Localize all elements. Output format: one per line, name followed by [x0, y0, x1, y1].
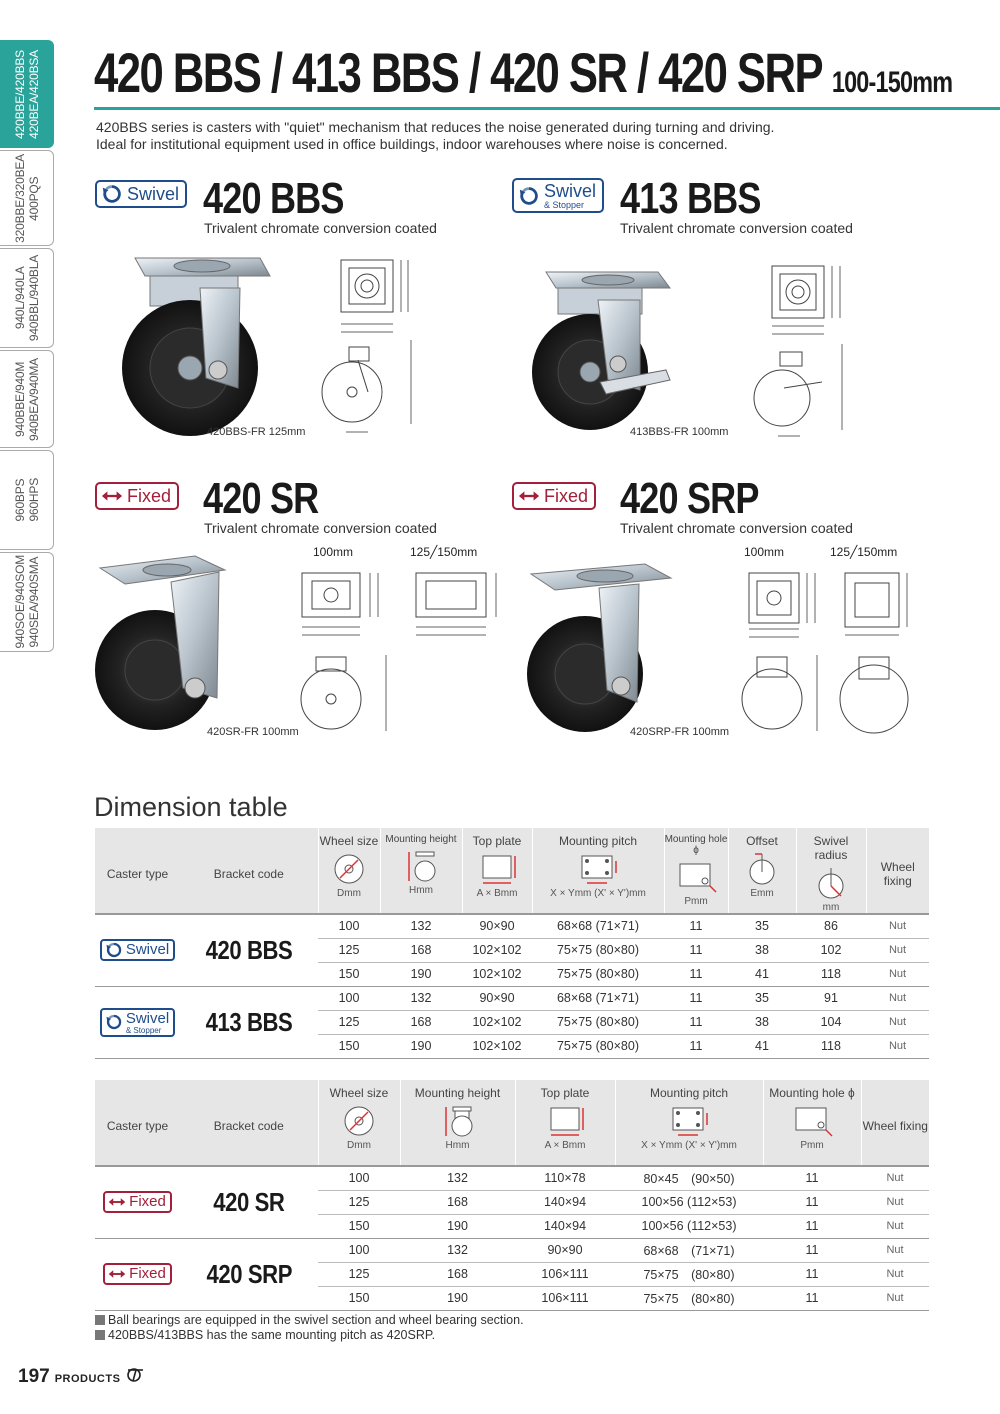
fixed-arrows-icon: [108, 1265, 126, 1283]
col-bracket-code: Bracket code: [180, 828, 318, 914]
table-row: Swivel 420 BBS 100 132 90×90 68×68 (71×71) 11 35 86 Nut: [95, 914, 929, 938]
caption-420srp: 420SRP-FR 100mm: [630, 726, 730, 738]
table-row: 125 168 140×94 100×56 (112×53) 11 Nut: [95, 1190, 929, 1214]
side-tab-4[interactable]: 940BBE/940M 940BEA/940MA: [0, 350, 54, 448]
title-rule: [94, 107, 1000, 110]
col-caster-type: Caster type: [95, 828, 180, 914]
fixed-arrows-icon: [101, 485, 123, 507]
caster-type-cell: [95, 1166, 180, 1238]
mounting-hole-icon: [790, 1104, 834, 1138]
caption-420bbs: 420BBS-FR 125mm: [207, 426, 306, 438]
side-tab-3[interactable]: 940L/940LA 940BBL/940BLA: [0, 248, 54, 348]
wheel-size-icon: [332, 852, 366, 886]
col-top-plate: Top plate A × Bmm: [515, 1080, 615, 1166]
swivel-icon: [105, 1013, 123, 1031]
side-tab-1[interactable]: 420BBE/420BBS 420BEA/420BSA: [0, 40, 54, 148]
col-wheel-fixing: Wheel fixing: [866, 828, 929, 914]
table-row: 150 190 102×102 75×75 (80×80) 11 41 118 Nut: [95, 1034, 929, 1058]
swivel-stopper-badge: Swivel & Stopper: [100, 1008, 175, 1037]
col-wheel-size: Wheel size Dmm: [318, 828, 380, 914]
side-tab-5[interactable]: 960BPS 960HPS: [0, 450, 54, 550]
size-label-125-150-srp: 125╱150mm: [830, 545, 898, 559]
fixed-badge: Fixed: [103, 1263, 172, 1285]
footer-label: PRODUCTS: [54, 1373, 121, 1385]
dimension-table-title: Dimension table: [94, 792, 288, 822]
wheel-size-icon: [342, 1104, 376, 1138]
footnotes: [95, 1313, 524, 1343]
caption-413bbs: 413BBS-FR 100mm: [630, 426, 729, 438]
page-footer: [18, 1366, 145, 1388]
finish-413bbs: Trivalent chromate conversion coated: [620, 220, 853, 236]
table-row: Swivel & Stopper 413 BBS 100 132 90×90 68×68 (71×71) 11 35 91 Nut: [95, 986, 929, 1010]
side-tab-2[interactable]: 320BBE/320BEA 400PQS: [0, 150, 54, 246]
mounting-height-icon: [404, 849, 438, 883]
model-420bbs: 420 BBS: [203, 174, 344, 223]
col-wheel-fixing: Wheel fixing: [861, 1080, 929, 1166]
dimension-table-swivel: [95, 828, 929, 1059]
swivel-icon: [105, 941, 123, 959]
bracket-code-cell: 420 BBS: [180, 914, 318, 986]
col-mounting-hole: Mounting hole ϕ Pmm: [763, 1080, 861, 1166]
fixed-arrows-icon: [518, 485, 540, 507]
col-mounting-height: Mounting height Hmm: [380, 828, 462, 914]
finish-420sr: Trivalent chromate conversion coated: [204, 520, 437, 536]
col-wheel-size: Wheel size Dmm: [318, 1080, 400, 1166]
table-row: Fixed 420 SR 100 132 110×78 80×45 (90×50) 11 Nut: [95, 1166, 929, 1190]
model-420srp: 420 SRP: [620, 474, 759, 523]
bracket-code-cell: 413 BBS: [180, 986, 318, 1058]
col-mounting-pitch: Mounting pitch X × Ymm (X' × Y')mm: [532, 828, 664, 914]
intro-text: 420BBS series is casters with "quiet" mechanism that reduces the noise generated during turning and driving. Ideal for institutional equipment used in office buildings, indoor warehouses where noise is concerned.: [96, 119, 775, 152]
side-tab-6[interactable]: 940SOE/940SOM 940SEA/940SMA: [0, 552, 54, 652]
swivel-radius-icon: [814, 866, 848, 900]
swivel-badge: Swivel: [100, 939, 175, 961]
col-mounting-hole: Mounting hole ϕ Pmm: [664, 828, 728, 914]
top-plate-icon: [475, 852, 519, 886]
bracket-code-cell: 420 SRP: [180, 1238, 318, 1310]
swivel-badge: Swivel: [95, 180, 187, 208]
swivel-icon: [518, 185, 540, 207]
bullet-square-icon: [95, 1315, 105, 1325]
model-413bbs: 413 BBS: [620, 174, 761, 223]
mounting-hole-icon: [674, 860, 718, 894]
col-offset: Offset Emm: [728, 828, 796, 914]
brand-logo-icon: [125, 1366, 145, 1382]
mounting-pitch-icon: [576, 852, 620, 886]
page-title: 420 BBS / 413 BBS / 420 SR / 420 SRP 100-150mm: [94, 41, 953, 104]
col-swivel-radius: Swivel radius mm: [796, 828, 866, 914]
col-top-plate: Top plate A × Bmm: [462, 828, 532, 914]
page-number: 197: [18, 1366, 50, 1387]
col-bracket-code: Bracket code: [180, 1080, 318, 1166]
drawing-413bbs: [744, 258, 854, 443]
col-mounting-pitch: Mounting pitch X × Ymm (X' × Y')mm: [615, 1080, 763, 1166]
col-mounting-height: Mounting height Hmm: [400, 1080, 515, 1166]
finish-420srp: Trivalent chromate conversion coated: [620, 520, 853, 536]
photo-420sr: [95, 548, 235, 738]
bracket-code-cell: 420 SR: [180, 1166, 318, 1238]
table-row: 125 168 102×102 75×75 (80×80) 11 38 102 Nut: [95, 938, 929, 962]
caster-type-cell: [95, 1238, 180, 1310]
table-row: 125 168 106×111 75×75 (80×80) 11 Nut: [95, 1262, 929, 1286]
mounting-pitch-icon: [667, 1104, 711, 1138]
swivel-stopper-badge: Swivel & Stopper: [512, 178, 604, 213]
size-range: 100-150mm: [831, 66, 953, 99]
model-420sr: 420 SR: [203, 474, 319, 523]
finish-420bbs: Trivalent chromate conversion coated: [204, 220, 437, 236]
size-label-100-srp: 100mm: [744, 545, 785, 559]
fixed-badge: Fixed: [103, 1191, 172, 1213]
table-row: 125 168 102×102 75×75 (80×80) 11 38 104 Nut: [95, 1010, 929, 1034]
table-row: 150 190 106×111 75×75 (80×80) 11 Nut: [95, 1286, 929, 1310]
footnote: 420BBS/413BBS has the same mounting pitch as 420SRP.: [95, 1328, 524, 1343]
caster-type-cell: [95, 986, 180, 1058]
caption-420sr: 420SR-FR 100mm: [207, 726, 299, 738]
top-plate-icon: [543, 1104, 587, 1138]
table-row: 150 190 140×94 100×56 (112×53) 11 Nut: [95, 1214, 929, 1238]
fixed-arrows-icon: [108, 1193, 126, 1211]
size-label-125-150-sr: 125╱150mm: [410, 545, 478, 559]
drawing-420bbs: [316, 252, 426, 437]
photo-413bbs: [528, 262, 678, 438]
swivel-icon: [101, 183, 123, 205]
drawing-420srp: [735, 565, 925, 740]
offset-icon: [745, 852, 779, 886]
photo-420srp: [525, 556, 675, 738]
caster-type-cell: [95, 914, 180, 986]
fixed-badge: Fixed: [95, 482, 179, 510]
fixed-badge: Fixed: [512, 482, 596, 510]
footnote: Ball bearings are equipped in the swivel section and wheel bearing section.: [95, 1313, 524, 1328]
table-row: Fixed 420 SRP 100 132 90×90 68×68 (71×71) 11 Nut: [95, 1238, 929, 1262]
mounting-height-icon: [441, 1104, 475, 1138]
dimension-table-fixed: [95, 1080, 929, 1311]
table-row: 150 190 102×102 75×75 (80×80) 11 41 118 Nut: [95, 962, 929, 986]
photo-420bbs: [110, 248, 280, 438]
size-label-100-sr: 100mm: [313, 545, 354, 559]
col-caster-type: Caster type: [95, 1080, 180, 1166]
bullet-square-icon: [95, 1330, 105, 1340]
drawing-420sr: [286, 565, 516, 740]
